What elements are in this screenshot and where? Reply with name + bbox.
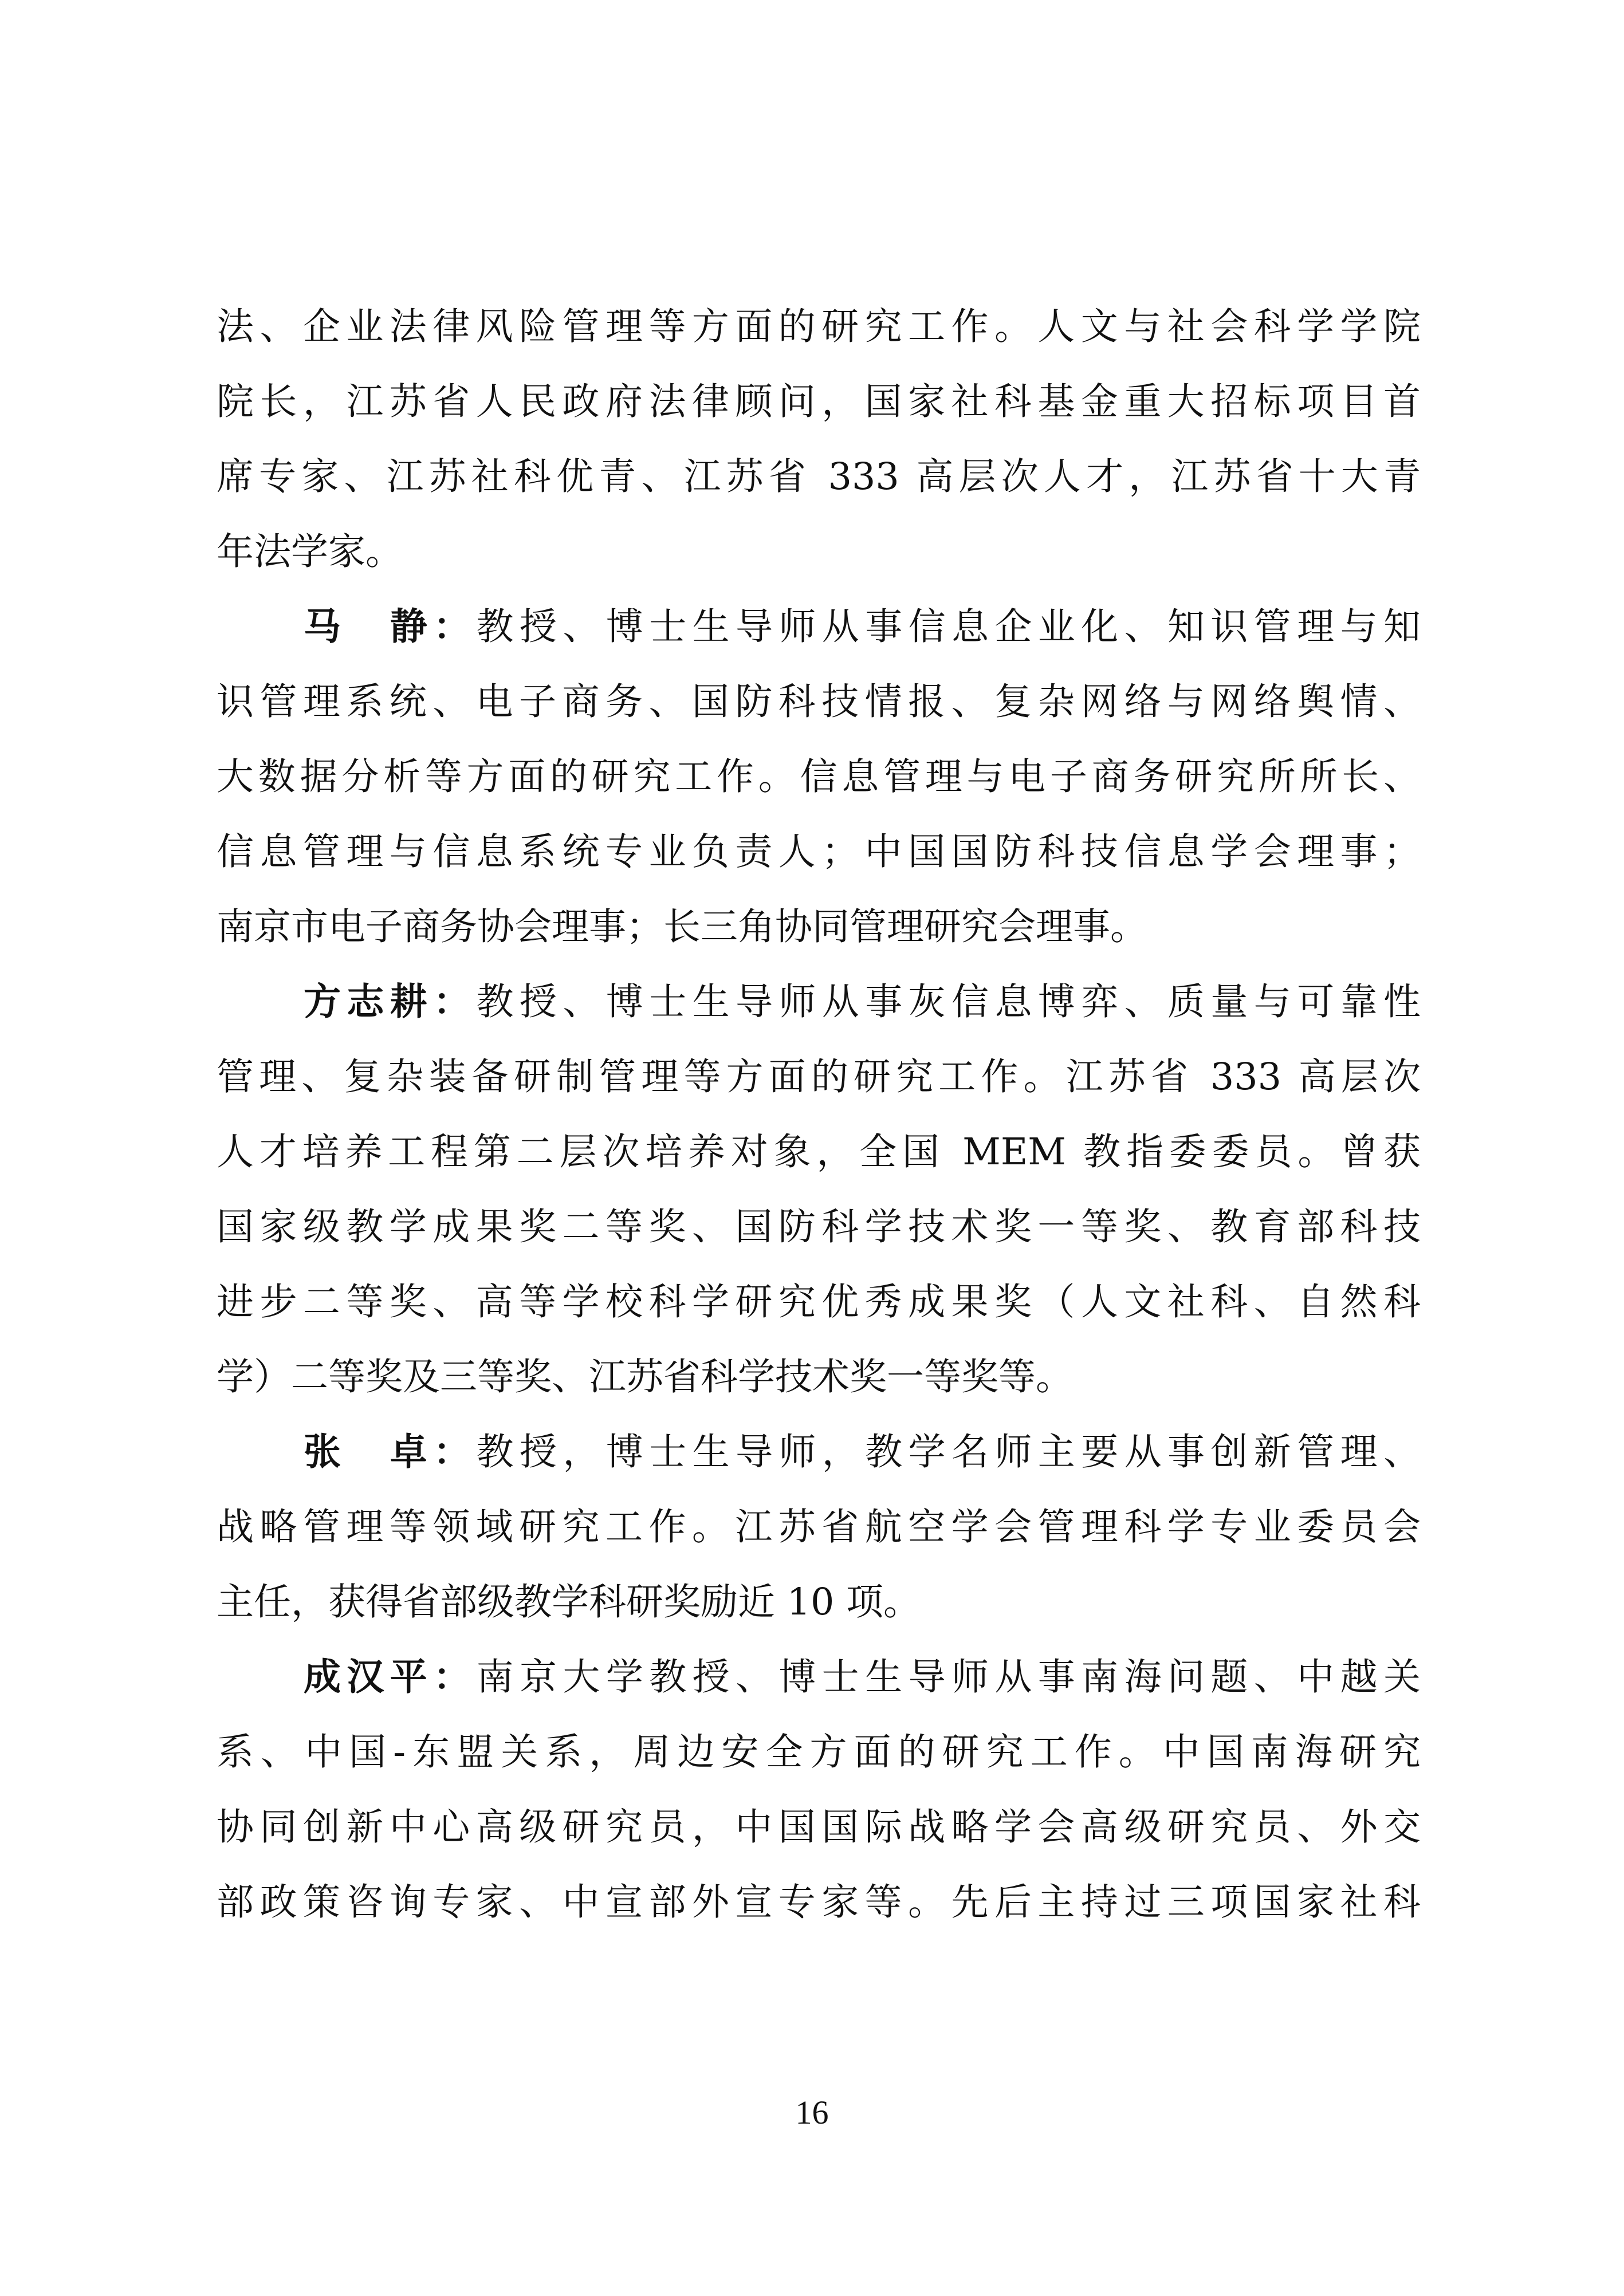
text-line: 学）二等奖及三等奖、江苏省科学技术奖一等奖等。	[217, 1356, 1074, 1399]
text-line: 协同创新中心高级研究员，中国国际战略学会高级研究员、外交	[217, 1806, 1421, 1849]
text-line: 法、企业法律风险管理等方面的研究工作。人文与社会科学学院	[217, 305, 1421, 348]
paragraph-zhang-zhuo	[217, 1415, 1421, 1640]
text-line-content: 教授、博士生导师从事灰信息博弈、质量与可靠性	[476, 980, 1421, 1023]
text-line: 院长，江苏省人民政府法律顾问，国家社科基金重大招标项目首	[217, 380, 1421, 423]
text-line: 主任，获得省部级教学科研奖励近 10 项。	[217, 1581, 921, 1624]
text-line: 席专家、江苏社科优青、江苏省 333 高层次人才，江苏省十大青	[217, 455, 1421, 498]
paragraph-fang-zhigeng	[217, 964, 1421, 1415]
text-line: 国家级教学成果奖二等奖、国防科学技术奖一等奖、教育部科技	[217, 1206, 1421, 1249]
text-line-content: 南京大学教授、博士生导师从事南海问题、中越关	[476, 1656, 1421, 1699]
text-line: 年法学家。	[217, 530, 403, 573]
person-name: 成汉平：	[304, 1656, 477, 1699]
text-line	[217, 1640, 1421, 1715]
text-line: 识管理系统、电子商务、国防科技情报、复杂网络与网络舆情、	[217, 680, 1421, 723]
text-line-content: 教授、博士生导师从事信息企业化、知识管理与知	[476, 605, 1421, 648]
document-body	[217, 289, 1421, 1940]
text-line: 管理、复杂装备研制管理等方面的研究工作。江苏省 333 高层次	[217, 1056, 1421, 1098]
text-line: 人才培养工程第二层次培养对象，全国 MEM 教指委委员。曾获	[217, 1131, 1421, 1173]
paragraph-ma-jing	[217, 589, 1421, 964]
text-line: 进步二等奖、高等学校科学研究优秀成果奖（人文社科、自然科	[217, 1281, 1421, 1324]
text-line: 部政策咨询专家、中宣部外宣专家等。先后主持过三项国家社科	[217, 1881, 1421, 1924]
text-line: 信息管理与信息系统专业负责人；中国国防科技信息学会理事；	[217, 830, 1421, 873]
text-line	[217, 1415, 1421, 1490]
text-line: 战略管理等领域研究工作。江苏省航空学会管理科学专业委员会	[217, 1506, 1421, 1549]
paragraph-cheng-hanping	[217, 1640, 1421, 1940]
text-line-content: 教授，博士生导师，教学名师主要从事创新管理、	[476, 1431, 1421, 1474]
page-number: 16	[795, 2094, 829, 2131]
text-line	[217, 589, 1421, 664]
person-name: 张 卓：	[304, 1431, 477, 1474]
text-line: 南京市电子商务协会理事；长三角协同管理研究会理事。	[217, 905, 1148, 948]
person-name: 马 静：	[304, 605, 477, 648]
paragraph-fa-continuation	[217, 289, 1421, 589]
text-line: 系、中国-东盟关系，周边安全方面的研究工作。中国南海研究	[217, 1731, 1421, 1774]
person-name: 方志耕：	[304, 980, 477, 1023]
text-line	[217, 964, 1421, 1039]
text-line: 大数据分析等方面的研究工作。信息管理与电子商务研究所所长、	[217, 755, 1421, 798]
